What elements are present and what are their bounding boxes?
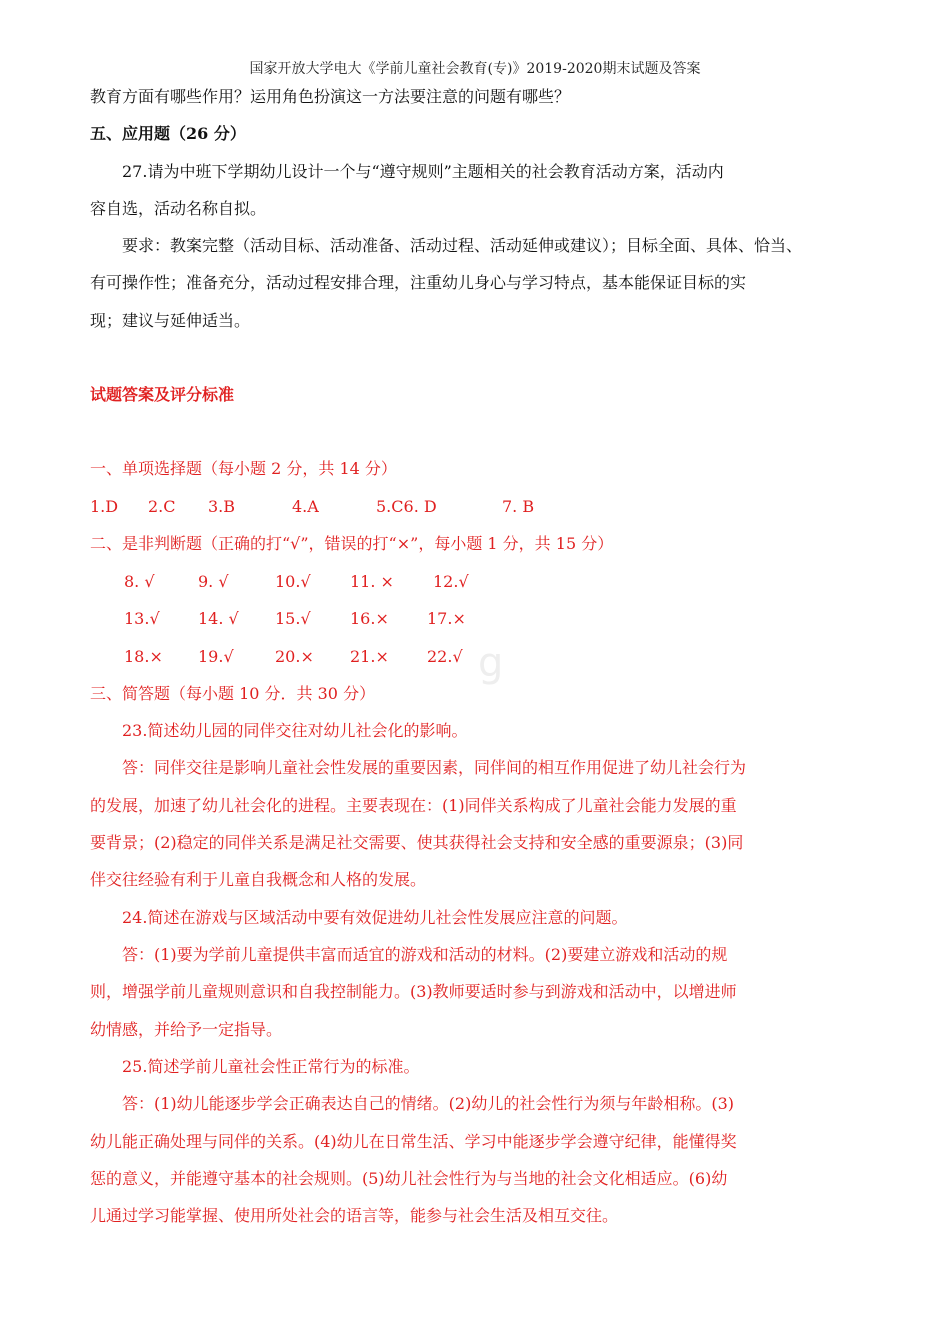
a23-line: 要背景；(2)稳定的同伴关系是满足社交需要、使其获得社会支持和安全感的重要源泉；(3)同	[90, 833, 744, 852]
tf-answer: 19.√	[198, 647, 234, 666]
tf-answer: 10.√	[275, 572, 311, 591]
part1-title: 一、单项选择题（每小题 2 分，共 14 分）	[90, 459, 397, 478]
a23-line: 答：同伴交往是影响儿童社会性发展的重要因素，同伴间的相互作用促进了幼儿社会行为	[122, 758, 747, 777]
watermark: g	[478, 640, 504, 686]
mc-answer: 7. B	[502, 497, 535, 516]
a25-line: 惩的意义，并能遵守基本的社会规则。(5)幼儿社会性行为与当地的社会文化相适应。(6)幼	[90, 1169, 728, 1188]
question-tail: 教育方面有哪些作用？运用角色扮演这一方法要注意的问题有哪些？	[90, 87, 571, 106]
tf-answer: 12.√	[433, 572, 469, 591]
requirement-line3: 现；建议与延伸适当。	[90, 311, 251, 330]
mc-answer: 4.A	[292, 497, 319, 516]
a24-line: 答：(1)要为学前儿童提供丰富而适宜的游戏和活动的材料。(2)要建立游戏和活动的规	[122, 945, 728, 964]
mc-answer: 3.B	[208, 497, 236, 516]
tf-answer: 14. √	[198, 609, 239, 628]
tf-answer: 9. √	[198, 572, 229, 591]
q27-line2: 容自选，活动名称自拟。	[90, 199, 267, 218]
a24-line: 则，增强学前儿童规则意识和自我控制能力。(3)教师要适时参与到游戏和活动中，以增进师	[90, 982, 737, 1001]
tf-answer: 22.√	[427, 647, 463, 666]
tf-answer: 8. √	[124, 572, 155, 591]
part2-title: 二、是非判断题（正确的打“√”，错误的打“×”，每小题 1 分，共 15 分）	[90, 534, 614, 553]
a25-line: 儿通过学习能掌握、使用所处社会的语言等，能参与社会生活及相互交往。	[90, 1206, 619, 1225]
tf-answer: 18.×	[124, 647, 163, 666]
tf-answer: 21.×	[350, 647, 389, 666]
a24-line: 幼情感，并给予一定指导。	[90, 1020, 283, 1039]
q24: 24.简述在游戏与区域活动中要有效促进幼儿社会性发展应注意的问题。	[122, 908, 628, 927]
q27-line1: 27.请为中班下学期幼儿设计一个与“遵守规则”主题相关的社会教育活动方案，活动内	[122, 162, 724, 181]
mc-answer: 1.D	[90, 497, 119, 516]
a23-line: 的发展，加速了幼儿社会化的进程。主要表现在：(1)同伴关系构成了儿童社会能力发展的重	[90, 796, 737, 815]
page-header: 国家开放大学电大《学前儿童社会教育(专)》2019-2020期末试题及答案	[249, 61, 701, 77]
q23: 23.简述幼儿园的同伴交往对幼儿社会化的影响。	[122, 721, 468, 740]
a23-line: 伴交往经验有利于儿童自我概念和人格的发展。	[90, 870, 427, 889]
section5-title: 五、应用题（26 分）	[90, 124, 246, 143]
tf-answer: 11. ×	[350, 572, 394, 591]
tf-answer: 17.×	[427, 609, 466, 628]
tf-answer: 15.√	[275, 609, 311, 628]
tf-answer: 16.×	[350, 609, 389, 628]
requirement-line1: 要求：教案完整（活动目标、活动准备、活动过程、活动延伸或建议）；目标全面、具体、恰当、	[122, 236, 803, 255]
a25-line: 答：(1)幼儿能逐步学会正确表达自己的情绪。(2)幼儿的社会性行为须与年龄相称。(3)	[122, 1094, 734, 1113]
tf-answer: 20.×	[275, 647, 314, 666]
mc-answer: 2.C	[148, 497, 176, 516]
answers-title: 试题答案及评分标准	[90, 385, 235, 404]
q25: 25.简述学前儿童社会性正常行为的标准。	[122, 1057, 420, 1076]
mc-answer: 5.C6. D	[376, 497, 437, 516]
requirement-line2: 有可操作性；准备充分，活动过程安排合理，注重幼儿身心与学习特点，基本能保证目标的实	[90, 273, 747, 292]
tf-answer: 13.√	[124, 609, 160, 628]
a25-line: 幼儿能正确处理与同伴的关系。(4)幼儿在日常生活、学习中能逐步学会遵守纪律，能懂得奖	[90, 1132, 737, 1151]
part3-title: 三、简答题（每小题 10 分．共 30 分）	[90, 684, 376, 703]
